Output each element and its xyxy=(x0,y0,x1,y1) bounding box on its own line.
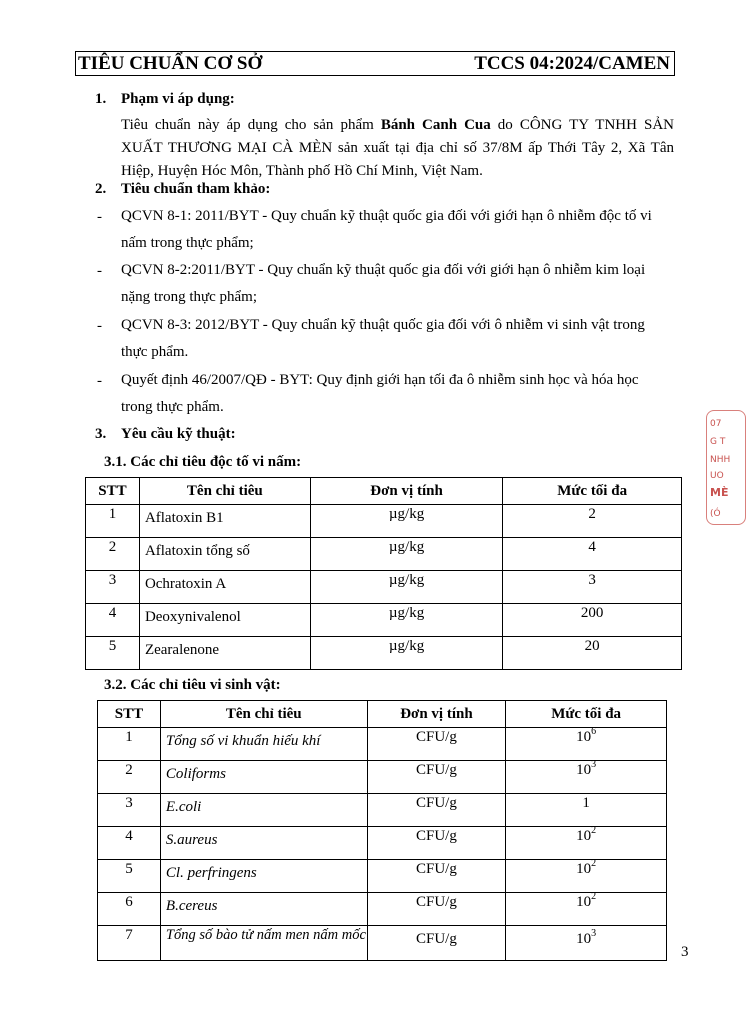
cell-stt: 5 xyxy=(86,637,140,670)
table-row xyxy=(98,893,667,926)
cell-unit: CFU/g xyxy=(367,794,506,827)
table-row xyxy=(86,604,682,637)
max-base: 10 xyxy=(576,861,592,877)
stamp-line: G T xyxy=(710,437,726,447)
bullet-dash: - xyxy=(97,263,102,279)
header-max: Mức tối đa xyxy=(506,701,667,728)
section-1-line-2: XUẤT THƯƠNG MẠI CÀ MÈN sản xuất tại địa chỉ số 37/8M ấp Thới Tây 2, Xã Tân xyxy=(121,140,674,156)
cell-max xyxy=(506,926,667,961)
reference-line: nặng trong thực phẩm; xyxy=(121,289,258,305)
bullet-dash: - xyxy=(97,209,102,225)
cell-max: 20 xyxy=(503,637,682,670)
section-3-title: Yêu cầu kỹ thuật: xyxy=(121,426,236,442)
reference-item xyxy=(121,203,681,257)
cell-name: S.aureus xyxy=(160,827,367,860)
header-title: TIÊU CHUẨN CƠ SỞ xyxy=(78,53,263,74)
cell-max xyxy=(506,728,667,761)
header-stt: STT xyxy=(98,701,161,728)
page-number: 3 xyxy=(681,944,689,960)
section-1-title: Phạm vi áp dụng: xyxy=(121,91,235,107)
cell-name: Deoxynivalenol xyxy=(139,604,310,637)
table-header-row xyxy=(86,478,682,505)
cell-name: Zearalenone xyxy=(139,637,310,670)
max-exponent: 3 xyxy=(591,759,597,770)
table-row xyxy=(86,637,682,670)
table-row xyxy=(86,571,682,604)
table-row xyxy=(86,538,682,571)
document-header xyxy=(75,51,675,76)
cell-stt: 1 xyxy=(86,505,140,538)
reference-line: QCVN 8-2:2011/BYT - Quy chuẩn kỹ thuật quốc gia đối với giới hạn ô nhiễm kim loại xyxy=(121,262,646,278)
cell-max xyxy=(506,893,667,926)
cell-stt: 5 xyxy=(98,860,161,893)
cell-max: 3 xyxy=(503,571,682,604)
section-1-text-pre: Tiêu chuẩn này áp dụng cho sản phẩm xyxy=(121,117,381,133)
stamp-line: NHH xyxy=(710,455,731,465)
reference-line: nấm trong thực phẩm; xyxy=(121,235,254,251)
header-unit: Đơn vị tính xyxy=(367,701,506,728)
cell-name: B.cereus xyxy=(160,893,367,926)
cell-name: Ochratoxin A xyxy=(139,571,310,604)
cell-name: Cl. perfringens xyxy=(160,860,367,893)
cell-unit: CFU/g xyxy=(367,893,506,926)
max-exponent: 2 xyxy=(591,891,597,902)
cell-unit: CFU/g xyxy=(367,926,506,961)
reference-line: QCVN 8-1: 2011/BYT - Quy chuẩn kỹ thuật quốc gia đối với giới hạn ô nhiễm độc tố vi xyxy=(121,208,652,224)
cell-max xyxy=(506,860,667,893)
max-base: 10 xyxy=(576,931,592,947)
section-3-number: 3. xyxy=(95,426,107,442)
table-row xyxy=(86,505,682,538)
table-row xyxy=(98,827,667,860)
cell-name: Tổng số bào tử nấm men nấm mốc xyxy=(160,926,367,961)
stamp-line: (Ó xyxy=(710,509,721,519)
section-1-text-post: do CÔNG TY TNHH SẢN xyxy=(490,117,674,133)
bullet-dash: - xyxy=(97,318,102,334)
max-base: 10 xyxy=(576,729,592,745)
cell-name: E.coli xyxy=(160,794,367,827)
cell-stt: 6 xyxy=(98,893,161,926)
cell-max: 200 xyxy=(503,604,682,637)
cell-unit: µg/kg xyxy=(310,571,503,604)
cell-max xyxy=(506,761,667,794)
cell-stt: 3 xyxy=(98,794,161,827)
product-name: Bánh Canh Cua xyxy=(380,117,491,133)
stamp-line: MÈ xyxy=(710,486,729,499)
cell-stt: 7 xyxy=(98,926,161,961)
header-code: TCCS 04:2024/CAMEN xyxy=(474,53,670,74)
header-name: Tên chỉ tiêu xyxy=(160,701,367,728)
cell-stt: 3 xyxy=(86,571,140,604)
mycotoxin-table xyxy=(85,477,682,670)
table-row xyxy=(98,761,667,794)
subsection-3-1-title: 3.1. Các chỉ tiêu độc tố vi nấm: xyxy=(104,454,302,470)
cell-name: Aflatoxin B1 xyxy=(139,505,310,538)
table-row xyxy=(98,860,667,893)
max-base: 10 xyxy=(576,894,592,910)
section-1-paragraph xyxy=(121,114,674,183)
cell-stt: 4 xyxy=(98,827,161,860)
header-unit: Đơn vị tính xyxy=(310,478,503,505)
cell-unit: CFU/g xyxy=(367,761,506,794)
stamp-line: UO xyxy=(710,471,724,481)
cell-max xyxy=(506,794,667,827)
cell-stt: 4 xyxy=(86,604,140,637)
reference-item xyxy=(121,257,681,311)
max-base: 10 xyxy=(576,762,592,778)
max-exponent: 3 xyxy=(591,928,597,939)
microbiology-table xyxy=(97,700,667,961)
max-exponent: 2 xyxy=(591,858,597,869)
section-1-number: 1. xyxy=(95,91,107,107)
cell-unit: CFU/g xyxy=(367,827,506,860)
cell-name: Aflatoxin tổng số xyxy=(139,538,310,571)
cell-stt: 2 xyxy=(98,761,161,794)
section-2-title: Tiêu chuẩn tham khảo: xyxy=(121,181,271,197)
section-1-line-3: Hiệp, Huyện Hóc Môn, Thành phố Hồ Chí Minh, Việt Nam. xyxy=(121,163,483,179)
reference-line: thực phẩm. xyxy=(121,344,189,360)
reference-line: QCVN 8-3: 2012/BYT - Quy chuẩn kỹ thuật quốc gia đối với ô nhiễm vi sinh vật trong xyxy=(121,317,645,333)
company-stamp xyxy=(706,410,731,525)
subsection-3-2-title: 3.2. Các chỉ tiêu vi sinh vật: xyxy=(104,677,281,693)
cell-name: Tổng số vi khuẩn hiếu khí xyxy=(160,728,367,761)
cell-unit: µg/kg xyxy=(310,637,503,670)
cell-name: Coliforms xyxy=(160,761,367,794)
cell-stt: 2 xyxy=(86,538,140,571)
header-max: Mức tối đa xyxy=(503,478,682,505)
max-base: 1 xyxy=(582,795,590,811)
max-exponent: 2 xyxy=(591,825,597,836)
cell-max: 2 xyxy=(503,505,682,538)
reference-line: trong thực phẩm. xyxy=(121,399,224,415)
reference-item xyxy=(121,367,681,421)
max-base: 10 xyxy=(576,828,592,844)
table-header-row xyxy=(98,701,667,728)
cell-unit: µg/kg xyxy=(310,505,503,538)
table-row xyxy=(98,728,667,761)
reference-line: Quyết định 46/2007/QĐ - BYT: Quy định giới hạn tối đa ô nhiễm sinh học và hóa học xyxy=(121,372,639,388)
cell-stt: 1 xyxy=(98,728,161,761)
bullet-dash: - xyxy=(97,373,102,389)
cell-max: 4 xyxy=(503,538,682,571)
table-row xyxy=(98,794,667,827)
table-row xyxy=(98,926,667,961)
max-exponent: 6 xyxy=(591,726,597,737)
cell-unit: µg/kg xyxy=(310,604,503,637)
header-stt: STT xyxy=(86,478,140,505)
cell-unit: µg/kg xyxy=(310,538,503,571)
cell-unit: CFU/g xyxy=(367,860,506,893)
section-2-number: 2. xyxy=(95,181,107,197)
stamp-line: 07 xyxy=(710,419,722,429)
cell-max xyxy=(506,827,667,860)
reference-item xyxy=(121,312,681,366)
cell-unit: CFU/g xyxy=(367,728,506,761)
header-name: Tên chỉ tiêu xyxy=(139,478,310,505)
